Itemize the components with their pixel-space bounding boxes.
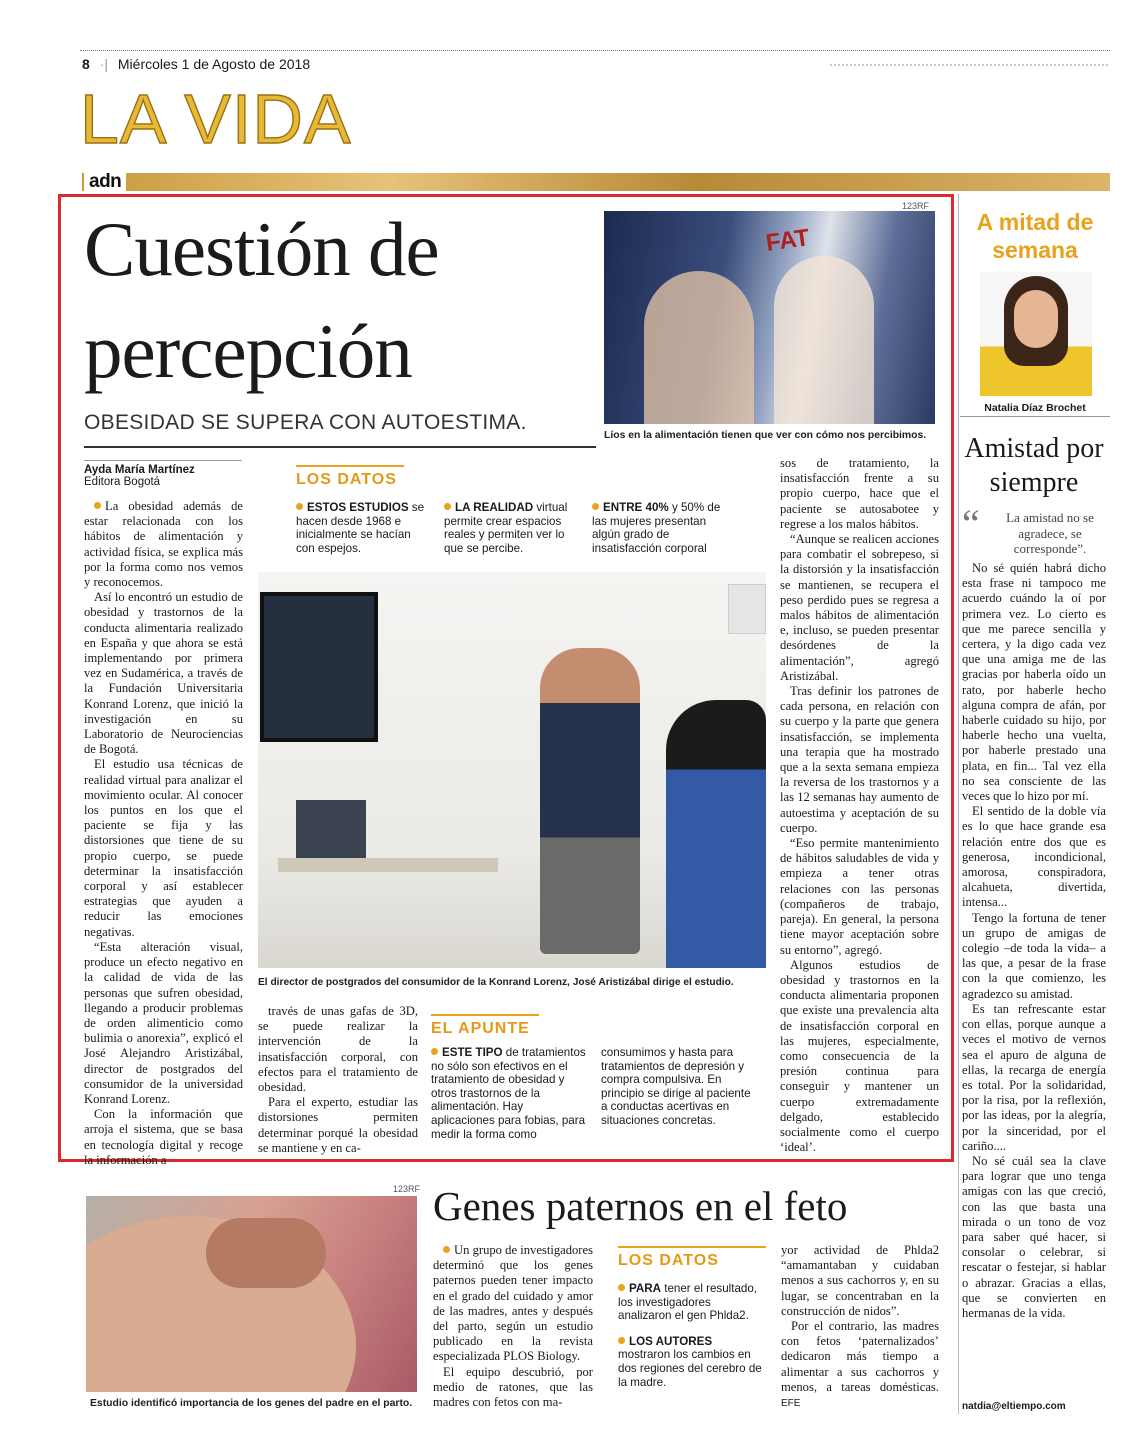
paragraph: Para el experto, estudiar las distorsiones permiten determinar porqué la obesidad se mantiene y en ca- (258, 1095, 418, 1155)
bullet-dot-icon (444, 503, 451, 510)
desk (278, 858, 498, 872)
tv-screen (260, 592, 378, 742)
column-kicker (960, 208, 1110, 264)
agency-credit: EFE (781, 1398, 801, 1410)
vr-user-figure (666, 700, 766, 968)
apunte-box (431, 1014, 765, 1141)
paragraph: No sé cuál sea la clave para lograr que uno tenga amigas con las que creció, con las que basta una mirada o un tono de voz para saber qué hacer, si consolar o celebrar, si rescatar o festejar, si hablar o abrazar. Gracias a ellas, que se convierten en hermanas de la vida. (962, 1153, 1106, 1320)
photo1-caption: Líos en la alimentación tienen que ver con cómo nos percibimos. (604, 430, 927, 441)
bullet-dot-icon (618, 1284, 625, 1291)
ac-unit (728, 584, 766, 634)
second-article-title: Genes paternos en el feto (433, 1183, 848, 1229)
fact-item: LOS AUTORES mostraron los cambios en dos regiones del cerebro de la madre. (618, 1334, 762, 1389)
paragraph: Así lo encontró un estudio de obesidad y trastornos de la conducta alimentaria realizado en España y que ahora se está implementando por primera vez en Sudamérica, a través de la Fundación Universitaria Konrand Lorenz, que inició la investigación en su Laboratorio de Neurociencias de Bogotá. (84, 590, 243, 757)
section-title: LA VIDA (80, 80, 352, 158)
second-facts-box (618, 1246, 766, 1389)
paragraph: Con la información que arroja el sistema, que se basa en tecnología digital y recoge la información a (84, 1107, 243, 1167)
paragraph: “Esta alteración visual, produce un efecto negativo en la calidad de vida de las personas que sufren obesidad, llegando a producir problemas de orden alimenticio como bulimia o anorexia”, explicó el José Alejandro Aristizábal, director de postgrados del consumidor de la universidad Konrand Lorenz. (84, 939, 243, 1106)
author-name: Ayda María Martínez (84, 464, 195, 476)
paragraph: El sentido de la doble vía es lo que hace grande esa relación entre dos que es generosa, incondicional, amorosa, conspiradora, alcahueta, divertida, intensa... (962, 804, 1106, 910)
top-rule (80, 50, 1110, 51)
photo3-caption: Estudio identificó importancia de los genes del padre en el parto. (90, 1398, 413, 1409)
paragraph: Algunos estudios de obesidad y trastornos en la conducta alimentaria proponen que existe una prevalencia alta de insatisfacción corporal en las mujeres, especialmente, como consecuencia de la presión continua para conseguir y mantener un cuerpo extremadamente delgado, establecido socialmente como el cuerpo ‘ideal’. (780, 957, 939, 1155)
fact-item: ENTRE 40% y 50% de las mujeres presentan algún grado de insatisfacción corporal (592, 501, 721, 555)
pregnancy-photo (86, 1196, 417, 1392)
bullet-dot-icon (618, 1337, 625, 1344)
bullet-dot-icon (296, 503, 303, 510)
second-facts-title: LOS DATOS (618, 1246, 766, 1270)
columnist-email[interactable]: natdia@eltiempo.com (962, 1401, 1066, 1412)
bullet-dot-icon (431, 1048, 438, 1055)
fact-item: PARA tener el resultado, los investigadores analizaron el gen Phlda2. (618, 1282, 758, 1323)
page-number: 8 (82, 56, 90, 72)
photo2-caption: El director de postgrados del consumidor de la Konrand Lorenz, José Aristizábal dirige el estudio. (258, 977, 734, 988)
columnist-photo (980, 272, 1092, 396)
paragraph: Por el contrario, las madres con fetos ‘paternalizados’ dedicaron más tiempo a alimentar a sus cachorros y menos, a tareas domésticas. EFE (781, 1319, 939, 1410)
article-title-line2: percepción (84, 308, 412, 394)
fact-item: ESTOS ESTUDIOS se hacen desde 1968 e inicialmente se hacían con espejos. (296, 501, 425, 555)
bullet-dot-icon (94, 502, 101, 509)
presenter-figure (540, 648, 640, 954)
column-title (958, 432, 1110, 500)
paragraph: El equipo descubrió, por medio de ratones, que las madres con fetos con ma- (433, 1364, 593, 1410)
paragraph: Es tan refrescante estar con ellas, porque aunque a veces el motivo de vernos sea el apuro de alguna de ellas, la recarga de energía es total. Por la solidaridad, por la risa, por la reflexión, por las ideas, por la alegría, por la sinceridad, por el cariño.... (962, 1001, 1106, 1153)
paragraph: “Eso permite mantenimiento de hábitos saludables de vida y empieza a tener otras relaciones con las personas (compañeros de trabajo, pareja). En general, la persona tiene mayor aceptación sobre su entorno”, agregó. (780, 836, 939, 957)
photo-figure-right (774, 256, 874, 424)
sidebar-rule (958, 194, 959, 1414)
paragraph: Tengo la fortuna de tener un grupo de amigas de colegio –de toda la vida– a las que, a pesar de la frase con la que comienzo, les agradezco su amistad. (962, 910, 1106, 1001)
kicker-line2: semana (992, 237, 1078, 263)
facts-title: LOS DATOS (296, 465, 404, 489)
article-subtitle: OBESIDAD SE SUPERA CON AUTOESTIMA. (84, 411, 527, 434)
columnist-face (1014, 290, 1058, 348)
photo1-credit: 123RF (902, 201, 930, 211)
article-column-2 (258, 1004, 418, 1156)
paragraph: Tras definir los patrones de cada persona, en relación con su cuerpo y la parte que genera insatisfacción, se implementa una terapia que ha mostrado que a la sexta semana empieza la reversa de los trastornos y a las 12 semanas hay aumento de autoestima y aceptación de su cuerpo. (780, 684, 939, 835)
paragraph: El estudio usa técnicas de realidad virtual para analizar el movimiento ocular. Al conocer los puntos en los que el paciente se fija y las distorsiones que tiene de su propio cuerpo, se puede determinar la insatisfacción corporal y así establecer estrategias que ayuden a reducir las emociones negativas. (84, 757, 243, 939)
quote-mark-icon: “ (962, 501, 980, 546)
hand-shape (206, 1218, 326, 1288)
article-column-4 (780, 456, 939, 1155)
paragraph: No sé quién habrá dicho esta frase ni tampoco me acuerdo cuándo la oí por primera vez. Lo cierto es que me parece sencilla y certera, y la digo cada vez que una amiga me de las gracias por haberla oído un rato, por haberle hecho alguna compra de afán, por haberle cuidado su hijo, por haberle hecho una vuelta, por haberle prestado una plata, en fin... Tal vez ella no sea consciente de las veces que lo hizo por mí. (962, 561, 1106, 804)
page-date: Miércoles 1 de Agosto de 2018 (117, 56, 311, 72)
kicker-line1: A mitad de (976, 209, 1094, 235)
header-dots (830, 64, 1108, 66)
article-title-line1: Cuestión de (84, 206, 439, 292)
paragraph: La obesidad además de estar relacionada con los hábitos de alimentación y actividad física, se explica más por la forma como nos vemos y reconocemos. (84, 499, 243, 590)
brand-logo: adn (84, 171, 126, 193)
lab-photo (258, 572, 766, 968)
author-role: Editora Bogotá (84, 476, 161, 488)
apunte-text-1: ESTE TIPO de tratamientos no sólo son efectivos en el tratamiento de obesidad y otros trastornos de la alimentación. Hay aplicaciones para fobias, para medir la forma como (431, 1046, 586, 1141)
laptop (296, 800, 366, 858)
mirror-word: FAT (764, 224, 812, 257)
article-title (84, 198, 439, 402)
paragraph: sos de tratamiento, la insatisfacción frente a su propio cuerpo, hace que el paciente se autosabotee y regrese a los malos hábitos. (780, 456, 939, 531)
facts-box (296, 465, 736, 555)
photo-figure-left (644, 271, 754, 424)
subtitle-rule (84, 446, 596, 448)
page-header: 8 ·| Miércoles 1 de Agosto de 2018 (82, 56, 311, 72)
section-band (82, 173, 1110, 191)
apunte-title: EL APUNTE (431, 1014, 539, 1038)
second-column-3 (781, 1243, 939, 1411)
bullet-dot-icon (443, 1246, 450, 1253)
mirror-photo (604, 211, 935, 424)
paragraph: través de unas gafas de 3D, se puede realizar la intervención de la insatisfacción corporal, con efectos para el tratamiento de obesidad. (258, 1004, 418, 1095)
paragraph: “Aunque se realicen acciones para combatir el sobrepeso, si la distorsión y la insatisfacción se mantienen, se recupera el peso perdido pues se regresa a malos hábitos de alimentación e, incluso, se pueden presentar desórdenes de la alimentación”, agregó Aristizábal. (780, 532, 939, 683)
columnist-name: Natalia Díaz Brochet (960, 402, 1110, 417)
column-quote: La amistad no se agradece, se corresponde”. (1006, 510, 1094, 556)
article-column-1 (84, 499, 243, 1168)
author-block (84, 460, 242, 488)
paragraph: Un grupo de investigadores determinó que los genes paternos pueden tener impacto en el grado del cuidado y amor de las madres, antes y después del parto, según un estudio publicado en la revista especializada PLOS Biology. (433, 1243, 593, 1364)
photo3-credit: 123RF (393, 1184, 421, 1194)
column-body (962, 561, 1106, 1321)
bullet-dot-icon (592, 503, 599, 510)
column-title-line2: siempre (989, 467, 1079, 498)
column-title-line1: Amistad por (964, 433, 1104, 464)
paragraph: yor actividad de Phlda2 “amamantaban y cuidaban menos a sus cachorros y, en su lugar, se concentraban en la construcción de nidos”. (781, 1243, 939, 1318)
second-column-1 (433, 1243, 593, 1410)
apunte-text-2: consumimos y hasta para tratamientos de depresión y compra compulsiva. En principio se dirige al paciente a conductas acertivas en situaciones concretas. (601, 1046, 751, 1127)
fact-item: LA REALIDAD virtual permite crear espacios reales y permiten ver lo que se percibe. (444, 501, 568, 555)
